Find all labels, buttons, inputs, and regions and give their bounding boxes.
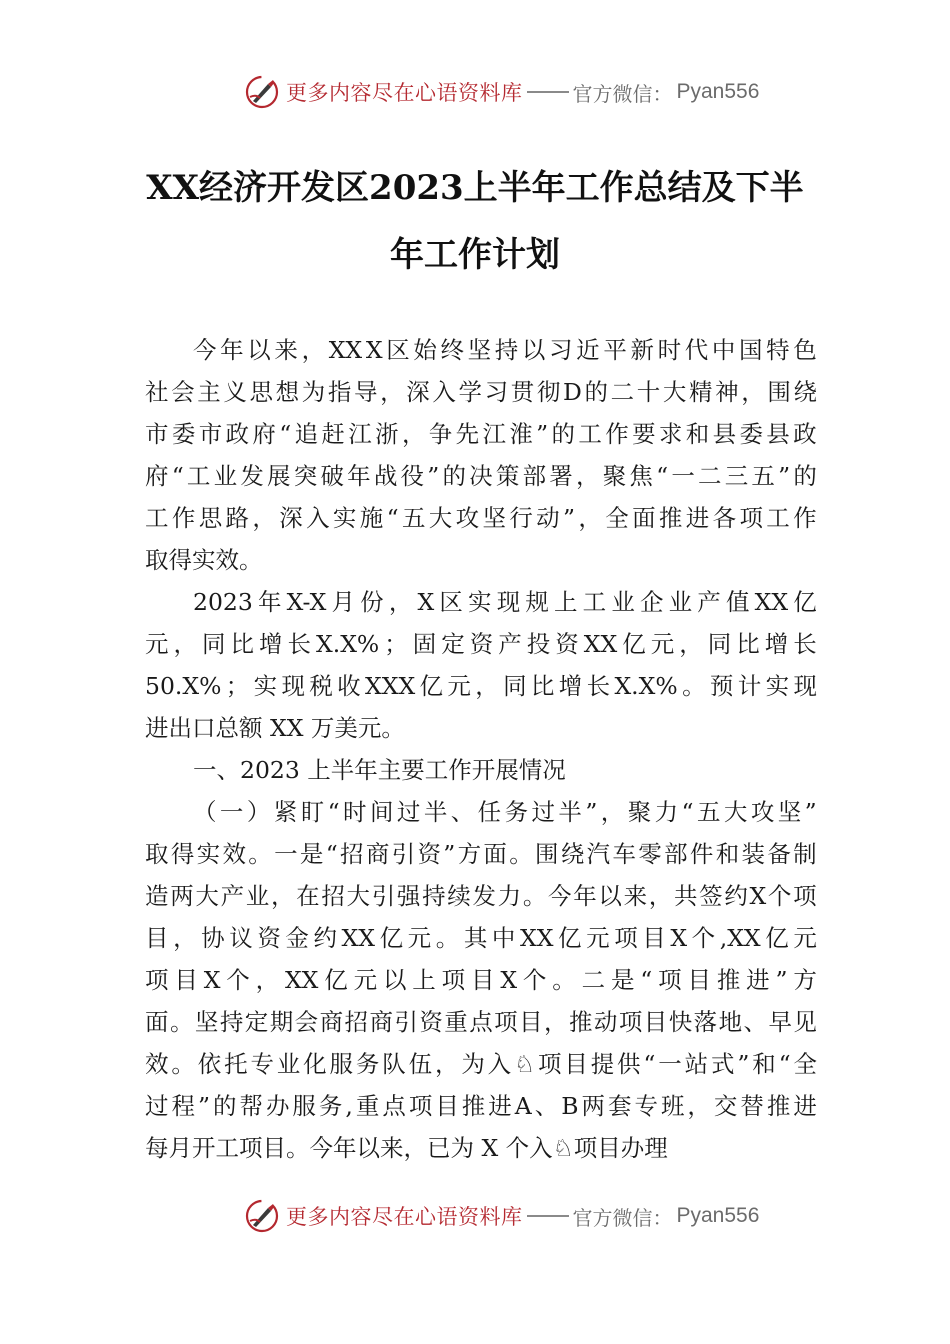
paragraph xyxy=(145,329,817,581)
text-line: 造 两 大 产 业 ， 在 招 大 引 强 持 续 发 力 。 今 年 以 来 ， 共 签 约 X 个 项 xyxy=(145,882,817,910)
banner-wechat-id: Pyan556 xyxy=(676,1204,760,1227)
paragraph xyxy=(145,749,817,791)
text-line: 取 得 实 效 。 一 是 “ 招 商 引 资 ” 方 面 。 围 绕 汽 车 零 部 件 和 装 备 制 xyxy=(145,840,817,868)
banner-title: 更多内容尽在心语资料库 xyxy=(286,81,523,105)
banner-wechat-id: Pyan556 xyxy=(676,80,760,103)
text-line: 项 目 X 个 ， XX 亿 元 以 上 项 目 X 个 。 二 是 “ 项 目 推 进 ” 方 xyxy=(145,966,817,994)
banner-wechat-label: 官方微信： xyxy=(572,81,673,106)
text-line: 效 。 依 托 专 业 化 服 务 队 伍 ， 为 入 ♘ 项 目 提 供 “ 一 站 式 ” 和 “ 全 xyxy=(145,1050,817,1078)
text-line: 目 ， 协 议 资 金 约 XX 亿 元 。 其 中 XX 亿 元 项 目 X 个 ,XX 亿 元 xyxy=(145,924,817,952)
document-title-line-2: 年工作计划 xyxy=(390,235,560,275)
banner-title: 更多内容尽在心语资料库 xyxy=(286,1205,523,1229)
document-title-line-1: XX经济开发区2023上半年工作总结及下半 xyxy=(146,168,804,208)
banner-divider xyxy=(527,91,569,93)
text-line: 取得实效。 xyxy=(145,546,263,574)
brush-logo-icon xyxy=(244,1198,280,1234)
text-line: 每月开工项目。今年以来，已为 X 个入♘项目办理 xyxy=(145,1134,668,1162)
text-line: 50.X% ； 实 现 税 收 XXX 亿 元 ， 同 比 增 长 X.X% 。 预 计 实 现 xyxy=(145,672,817,700)
document-body xyxy=(145,329,817,1169)
text-line: 社 会 主 义 思 想 为 指 导 ， 深 入 学 习 贯 彻 D 的 二 十 大 精 神 ， 围 绕 xyxy=(145,378,817,406)
paragraph xyxy=(145,581,817,749)
paragraph xyxy=(145,791,817,1169)
text-line: 一、2023 上半年主要工作开展情况 xyxy=(193,756,566,784)
text-line: 面 。 坚 持 定 期 会 商 招 商 引 资 重 点 项 目 ， 推 动 项 目 快 落 地 、 早 见 xyxy=(145,1008,817,1036)
text-line: 府 “ 工 业 发 展 突 破 年 战 役 ” 的 决 策 部 署 ， 聚 焦 “ 一 二 三 五 ” 的 xyxy=(145,462,817,490)
text-line: 元 ， 同 比 增 长 X.X% ； 固 定 资 产 投 资 XX 亿 元 ， 同 比 增 长 xyxy=(145,630,817,658)
header-banner xyxy=(0,72,950,112)
text-line: 市 委 市 政 府 “ 追 赶 江 浙 ， 争 先 江 淮 ” 的 工 作 要 求 和 县 委 县 政 xyxy=(145,420,817,448)
banner-wechat-label: 官方微信： xyxy=(572,1205,673,1230)
text-line: （ 一 ） 紧 盯 “ 时 间 过 半 、 任 务 过 半 ” ， 聚 力 “ 五 大 攻 坚 ” xyxy=(193,798,817,826)
footer-banner xyxy=(0,1196,950,1236)
text-line: 进出口总额 XX 万美元。 xyxy=(145,714,405,742)
text-line: 今 年 以 来 ， XX X 区 始 终 坚 持 以 习 近 平 新 时 代 中 国 特 色 xyxy=(193,336,817,364)
text-line: 工 作 思 路 ， 深 入 实 施 “ 五 大 攻 坚 行 动 ” ， 全 面 推 进 各 项 工 作 xyxy=(145,504,817,532)
banner-divider xyxy=(527,1215,569,1217)
brush-logo-icon xyxy=(244,74,280,110)
text-line: 2023 年 X-X 月 份 ， X 区 实 现 规 上 工 业 企 业 产 值 XX 亿 xyxy=(193,588,817,616)
text-line: 过 程 ” 的 帮 办 服 务 , 重 点 项 目 推 进 A 、 B 两 套 专 班 ， 交 替 推 进 xyxy=(145,1092,817,1120)
